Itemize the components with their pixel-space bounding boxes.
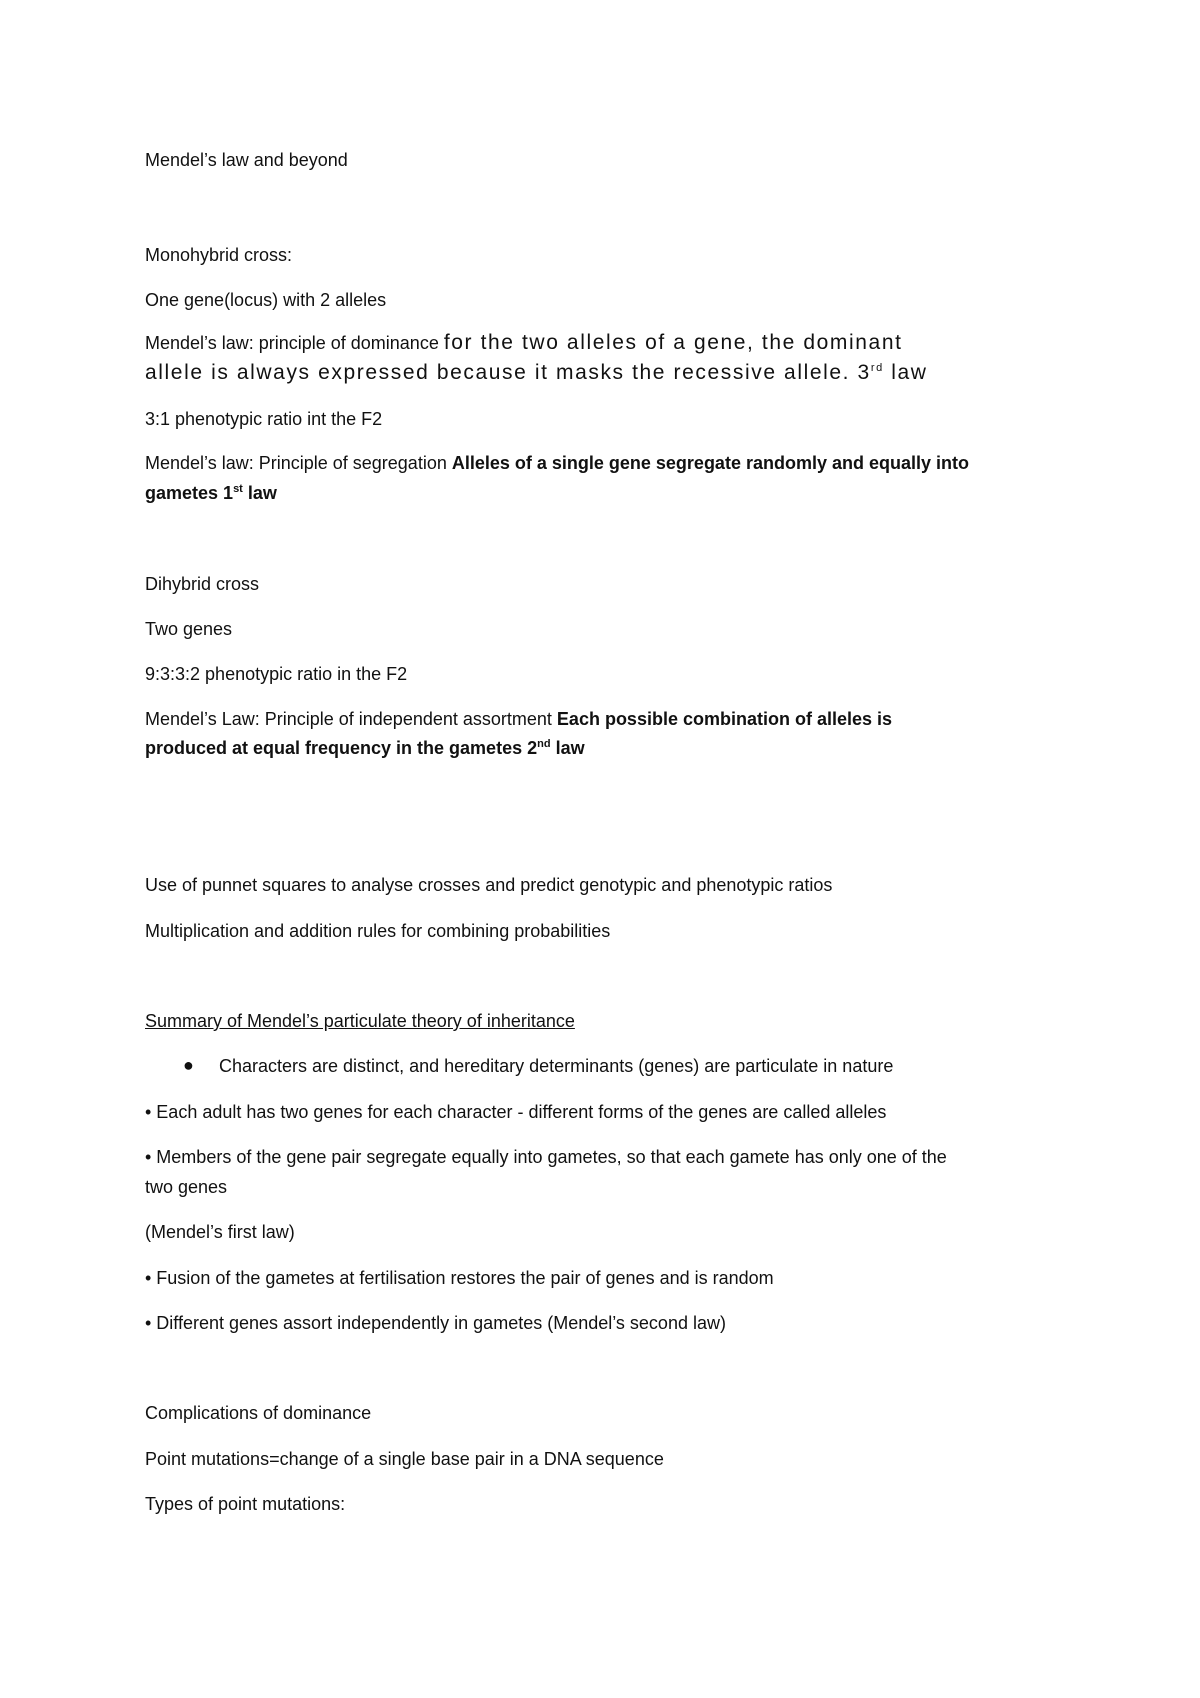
probability-line: Multiplication and addition rules for combining probabilities bbox=[145, 921, 611, 941]
segregation-text-1: Alleles of a single gene segregate randomly and equally into bbox=[451, 453, 969, 473]
assortment-line-2 bbox=[145, 737, 585, 759]
dominance-line-2 bbox=[145, 362, 928, 384]
summary-bullet-3-line-2: two genes bbox=[145, 1177, 228, 1197]
segregation-prefix: Mendel’s law: Principle of segregation bbox=[145, 453, 452, 473]
monohybrid-line: One gene(locus) with 2 alleles bbox=[145, 290, 387, 310]
dihybrid-heading: Dihybrid cross bbox=[145, 574, 260, 594]
summary-bullet-1: Characters are distinct, and hereditary determinants (genes) are particulate in nature bbox=[219, 1056, 894, 1076]
bullet-icon: ● bbox=[183, 1055, 194, 1075]
segregation-text-2: gametes 1 bbox=[145, 483, 234, 503]
dominance-text-1: for the two alleles of a gene, the dominant bbox=[443, 331, 903, 354]
summary-bullet-3-line-1: • Members of the gene pair segregate equally into gametes, so that each gamete has only one of the bbox=[145, 1147, 947, 1167]
dihybrid-ratio: 9:3:3:2 phenotypic ratio in the F2 bbox=[145, 664, 408, 684]
segregation-line-2 bbox=[145, 482, 277, 504]
dominance-line-1 bbox=[145, 332, 903, 354]
assortment-text-1: Each possible combination of alleles is bbox=[556, 709, 893, 729]
summary-bullet-2: • Each adult has two genes for each character - different forms of the genes are called alleles bbox=[145, 1102, 887, 1122]
assortment-text-2: produced at equal frequency in the gametes 2 bbox=[145, 738, 538, 758]
assortment-line-1 bbox=[145, 708, 892, 730]
assortment-sup: nd bbox=[537, 738, 551, 750]
mutation-types-line: Types of point mutations: bbox=[145, 1494, 346, 1514]
summary-bullet-4: • Fusion of the gametes at fertilisation restores the pair of genes and is random bbox=[145, 1268, 774, 1288]
dominance-heading: Complications of dominance bbox=[145, 1403, 372, 1423]
segregation-suffix: law bbox=[242, 483, 277, 503]
summary-bullet-5: • Different genes assort independently in gametes (Mendel’s second law) bbox=[145, 1313, 726, 1333]
segregation-line-1 bbox=[145, 452, 969, 474]
dominance-prefix: Mendel’s law: principle of dominance bbox=[145, 333, 444, 353]
segregation-sup: st bbox=[233, 483, 243, 495]
point-mutations-line: Point mutations=change of a single base pair in a DNA sequence bbox=[145, 1449, 664, 1469]
monohybrid-heading: Monohybrid cross: bbox=[145, 245, 293, 265]
document-title: Mendel’s law and beyond bbox=[145, 150, 348, 170]
summary-heading: Summary of Mendel’s particulate theory of inheritance bbox=[145, 1011, 575, 1031]
dominance-suffix: law bbox=[883, 361, 928, 384]
punnett-line: Use of punnet squares to analyse crosses and predict genotypic and phenotypic ratios bbox=[145, 875, 833, 895]
assortment-prefix: Mendel’s Law: Principle of independent assortment bbox=[145, 709, 557, 729]
first-law-note: (Mendel’s first law) bbox=[145, 1222, 295, 1242]
assortment-suffix: law bbox=[550, 738, 585, 758]
dominance-sup: rd bbox=[870, 362, 884, 374]
monohybrid-ratio: 3:1 phenotypic ratio int the F2 bbox=[145, 409, 383, 429]
dihybrid-line: Two genes bbox=[145, 619, 233, 639]
dominance-text-2: allele is always expressed because it masks the recessive allele. 3 bbox=[145, 361, 871, 384]
